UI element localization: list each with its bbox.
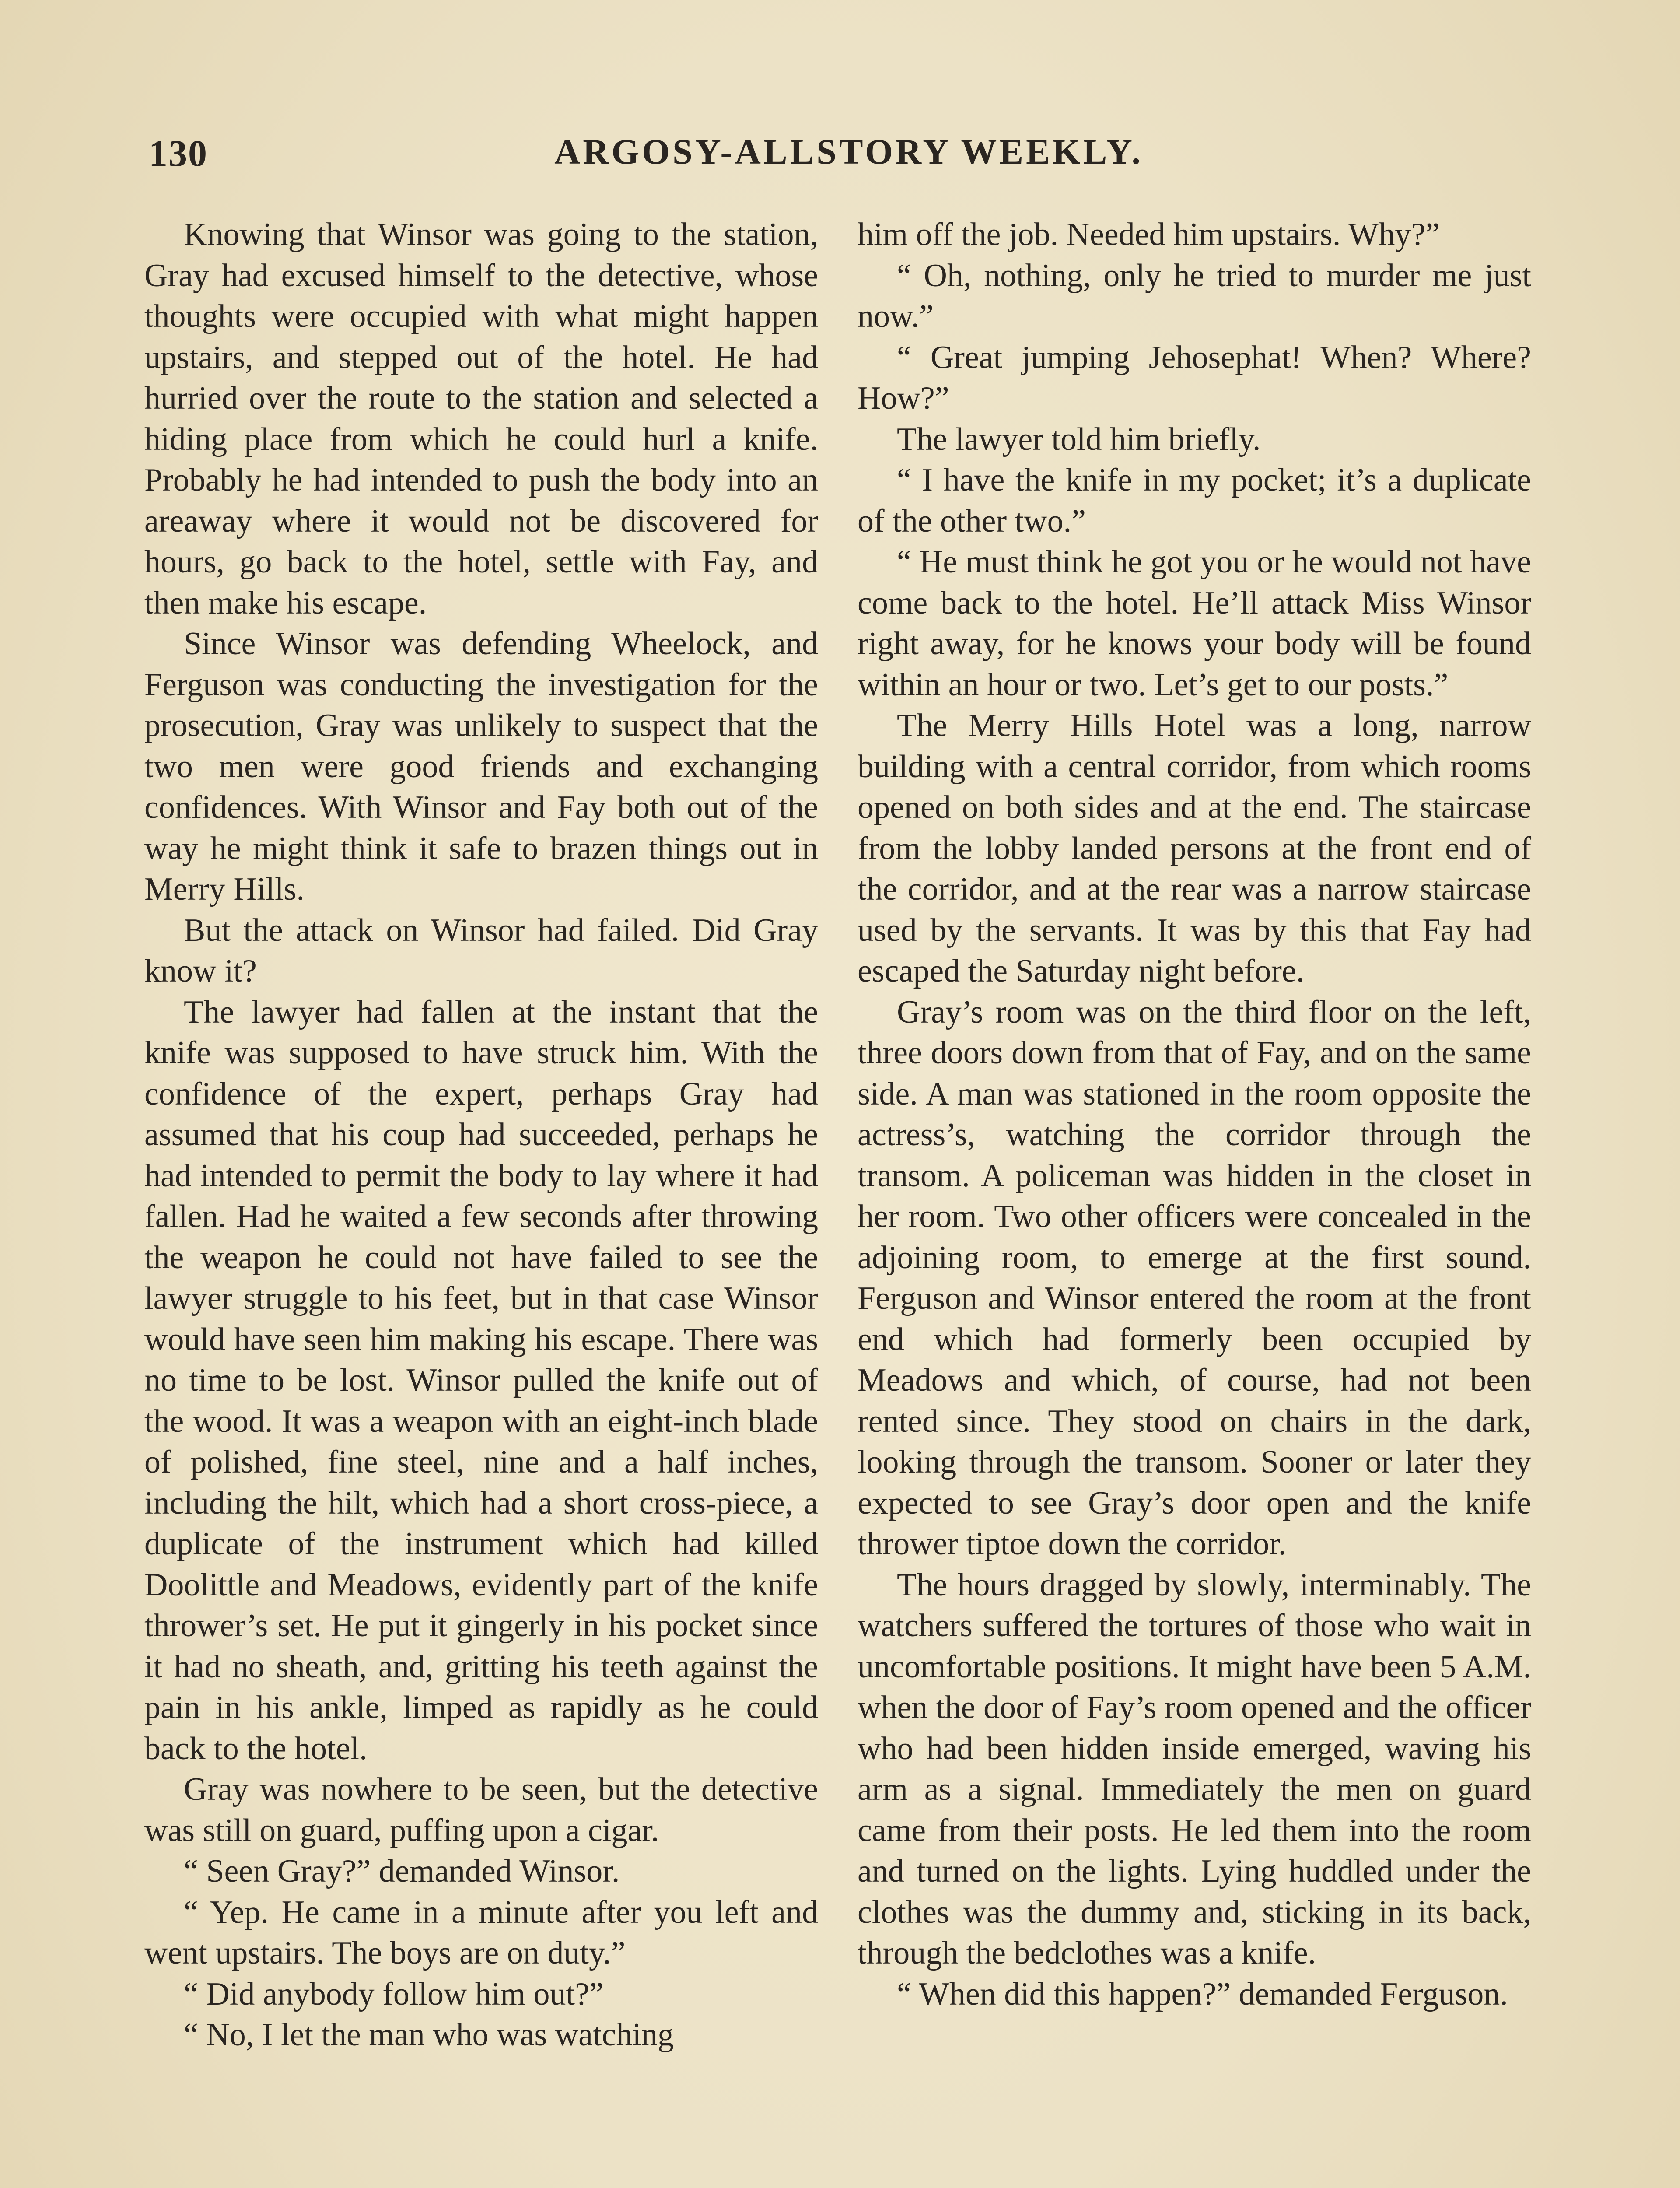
dialogue-paragraph: “ Great jumping Jehosephat! When? Where? How?” [858, 339, 1531, 416]
dialogue-paragraph: “ When did this happen?” demanded Ferguson. [897, 1976, 1508, 2012]
paragraph: The hours dragged by slowly, interminably. The watchers suffered the tortures of those who wait in uncomfortable positions. It might have been 5 A.M. when the door of Fay’s room opened and the officer who had been hidden inside emerged, waving his arm as a signal. Immediately the men on guard came from their posts. He led them into the room and turned on the lights. Lying huddled under the clothes was the dummy and, sticking in its back, through the bedclothes was a knife. [858, 1567, 1531, 1971]
left-column [144, 214, 818, 2056]
continued-paragraph: him off the job. Needed him upstairs. Why?” [858, 217, 1440, 252]
paragraph: Gray was nowhere to be seen, but the detective was still on guard, puffing upon a cigar. [144, 1771, 818, 1848]
dialogue-paragraph: “ No, I let the man who was watching [184, 2017, 674, 2053]
paragraph: The lawyer had fallen at the instant that the knife was supposed to have struck him. With the confidence of the expert, perhaps Gray had assumed that his coup had succeeded, perhaps he had intended to permit the body to lay where it had fallen. Had he waited a few seconds after throwing the weapon he could not have failed to see the lawyer struggle to his feet, but in that case Winsor would have seen him making his escape. There was no time to be lost. Winsor pulled the knife out of the wood. It was a weapon with an eight-inch blade of polished, fine steel, nine and a half inches, including the hilt, which had a short cross-piece, a duplicate of the instrument which had killed Doolittle and Meadows, evidently part of the knife thrower’s set. He put it gingerly in his pocket since it had no sheath, and, gritting his teeth against the pain in his ankle, limped as rapidly as he could back to the hotel. [144, 994, 818, 1767]
paragraph: But the attack on Winsor had failed. Did Gray know it? [144, 912, 818, 989]
dialogue-paragraph: “ Seen Gray?” demanded Winsor. [184, 1853, 620, 1889]
paragraph: Since Winsor was defending Wheelock, and Ferguson was conducting the investigation for the prosecution, Gray was unlikely to suspect that the two men were good friends and exchanging confidences. With Winsor and Fay both out of the way he might think it safe to brazen things out in Merry Hills. [144, 626, 818, 907]
paragraph: The lawyer told him briefly. [897, 421, 1261, 457]
running-title: ARGOSY-ALLSTORY WEEKLY. [554, 132, 1143, 172]
dialogue-paragraph: “ Yep. He came in a minute after you left and went upstairs. The boys are on duty.” [144, 1894, 818, 1971]
paragraph: Gray’s room was on the third floor on the left, three doors down from that of Fay, and on the same side. A man was stationed in the room opposite the actress’s, watching the corridor through the transom. A policeman was hidden in the closet in her room. Two other officers were concealed in the adjoining room, to emerge at the first sound. Ferguson and Winsor entered the room at the front end which had formerly been occupied by Meadows and which, of course, had not been rented since. They stood on chairs in the dark, looking through the transom. Sooner or later they expected to see Gray’s door open and the knife thrower tiptoe down the corridor. [858, 994, 1531, 1562]
paragraph: Knowing that Winsor was going to the station, Gray had excused himself to the detective, whose thoughts were occupied with what might happen upstairs, and stepped out of the hotel. He had hurried over the route to the station and selected a hiding place from which he could hurl a knife. Probably he had intended to push the body into an areaway where it would not be discovered for hours, go back to the hotel, settle with Fay, and then make his escape. [144, 217, 818, 621]
page-number: 130 [149, 132, 208, 174]
paragraph: The Merry Hills Hotel was a long, narrow building with a central corridor, from which rooms opened on both sides and at the end. The staircase from the lobby landed persons at the front end of the corridor, and at the rear was a narrow staircase used by the servants. It was by this that Fay had escaped the Saturday night before. [858, 708, 1531, 989]
page-header [149, 131, 1549, 193]
dialogue-paragraph: “ He must think he got you or he would not have come back to the hotel. He’ll attack Miss Winsor right away, for he knows your body will be found within an hour or two. Let’s get to our posts.” [858, 544, 1531, 703]
right-column [858, 214, 1531, 2015]
dialogue-paragraph: “ I have the knife in my pocket; it’s a duplicate of the other two.” [858, 462, 1531, 539]
dialogue-paragraph: “ Oh, nothing, only he tried to murder me just now.” [858, 257, 1531, 334]
dialogue-paragraph: “ Did anybody follow him out?” [184, 1976, 604, 2012]
